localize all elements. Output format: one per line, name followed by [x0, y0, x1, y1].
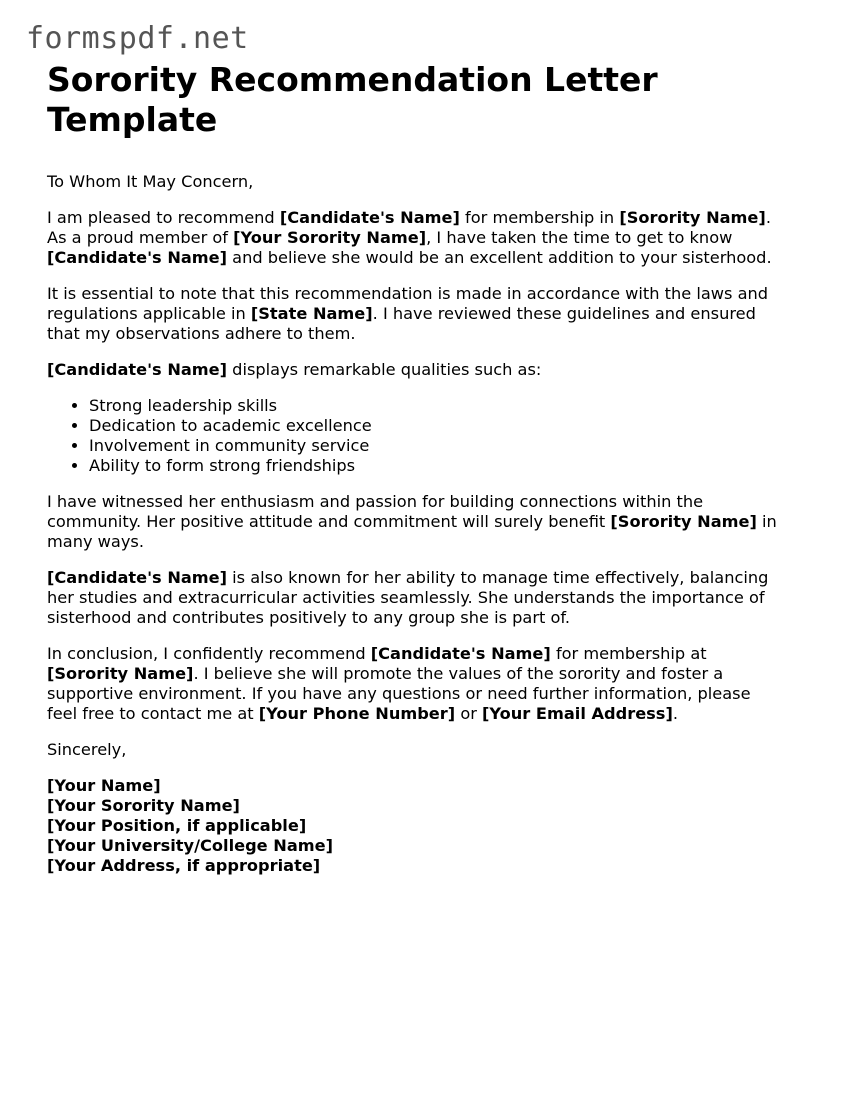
- enthusiasm-text-4: many ways.: [47, 532, 144, 551]
- placeholder-sorority-name: [Sorority Name]: [610, 512, 757, 531]
- legal-text-4: that my observations adhere to them.: [47, 324, 356, 343]
- paragraph-qualities-intro: [47, 360, 837, 380]
- time-text-3: sisterhood and contributes positively to any group she is part of.: [47, 608, 571, 627]
- qualities-intro-text: displays remarkable qualities such as:: [227, 360, 542, 379]
- page-title: [47, 60, 767, 140]
- enthusiasm-text-2: community. Her positive attitude and commitment will surely benefit: [47, 512, 611, 531]
- legal-text-1: It is essential to note that this recommendation is made in accordance with the laws and: [47, 284, 769, 303]
- paragraph-legal: [47, 284, 837, 344]
- list-item: • Strong leadership skills: [89, 396, 837, 416]
- legal-text-2: regulations applicable in: [47, 304, 251, 323]
- title-line-1: Sorority Recommendation Letter: [47, 60, 658, 99]
- intro-text-5: , I have taken the time to get to know: [426, 228, 733, 247]
- signature-address: [Your Address, if appropriate]: [47, 856, 321, 875]
- placeholder-candidate-name: [Candidate's Name]: [370, 644, 551, 663]
- paragraph-intro: [47, 208, 837, 268]
- list-item: • Ability to form strong friendships: [89, 456, 837, 476]
- conclusion-text-1: In conclusion, I confidently recommend: [47, 644, 371, 663]
- enthusiasm-text-1: I have witnessed her enthusiasm and passion for building connections within the: [47, 492, 704, 511]
- placeholder-your-sorority-name: [Your Sorority Name]: [233, 228, 427, 247]
- paragraph-conclusion: [47, 644, 837, 724]
- enthusiasm-text-3: in: [756, 512, 777, 531]
- legal-text-3: . I have reviewed these guidelines and ensured: [372, 304, 756, 323]
- intro-text-1: I am pleased to recommend: [47, 208, 280, 227]
- list-item: • Involvement in community service: [89, 436, 837, 456]
- intro-text-6: and believe she would be an excellent addition to your sisterhood.: [227, 248, 772, 267]
- intro-text-2: for membership in: [459, 208, 620, 227]
- qualities-list: [47, 396, 837, 476]
- placeholder-email-address: [Your Email Address]: [482, 704, 673, 723]
- watermark-text: formspdf.net: [26, 21, 249, 56]
- placeholder-candidate-name: [Candidate's Name]: [47, 568, 228, 587]
- placeholder-sorority-name: [Sorority Name]: [47, 664, 194, 683]
- title-line-2: Template: [47, 100, 218, 139]
- conclusion-text-6: or: [455, 704, 483, 723]
- closing: Sincerely,: [47, 740, 127, 759]
- intro-text-3: .: [765, 208, 771, 227]
- time-text-2: her studies and extracurricular activities seamlessly. She understands the importance of: [47, 588, 765, 607]
- placeholder-candidate-name: [Candidate's Name]: [47, 360, 228, 379]
- conclusion-text-5: feel free to contact me at: [47, 704, 259, 723]
- paragraph-enthusiasm: [47, 492, 837, 552]
- intro-text-4: As a proud member of: [47, 228, 234, 247]
- paragraph-time-management: [47, 568, 837, 628]
- time-text-1: is also known for her ability to manage time effectively, balancing: [227, 568, 769, 587]
- signature-your-name: [Your Name]: [47, 776, 161, 795]
- placeholder-phone-number: [Your Phone Number]: [258, 704, 456, 723]
- signature-sorority-name: [Your Sorority Name]: [47, 796, 240, 815]
- greeting: To Whom It May Concern,: [47, 172, 254, 191]
- signature-university: [Your University/College Name]: [47, 836, 334, 855]
- list-item: • Dedication to academic excellence: [89, 416, 837, 436]
- signature-block: [47, 776, 837, 876]
- conclusion-text-4: supportive environment. If you have any questions or need further information, please: [47, 684, 751, 703]
- conclusion-text-7: .: [672, 704, 678, 723]
- signature-position: [Your Position, if applicable]: [47, 816, 307, 835]
- placeholder-candidate-name: [Candidate's Name]: [279, 208, 460, 227]
- placeholder-state-name: [State Name]: [250, 304, 373, 323]
- letter-document: [47, 60, 837, 876]
- conclusion-text-2: for membership at: [550, 644, 707, 663]
- placeholder-candidate-name: [Candidate's Name]: [47, 248, 228, 267]
- conclusion-text-3: . I believe she will promote the values of the sorority and foster a: [193, 664, 724, 683]
- placeholder-sorority-name: [Sorority Name]: [619, 208, 766, 227]
